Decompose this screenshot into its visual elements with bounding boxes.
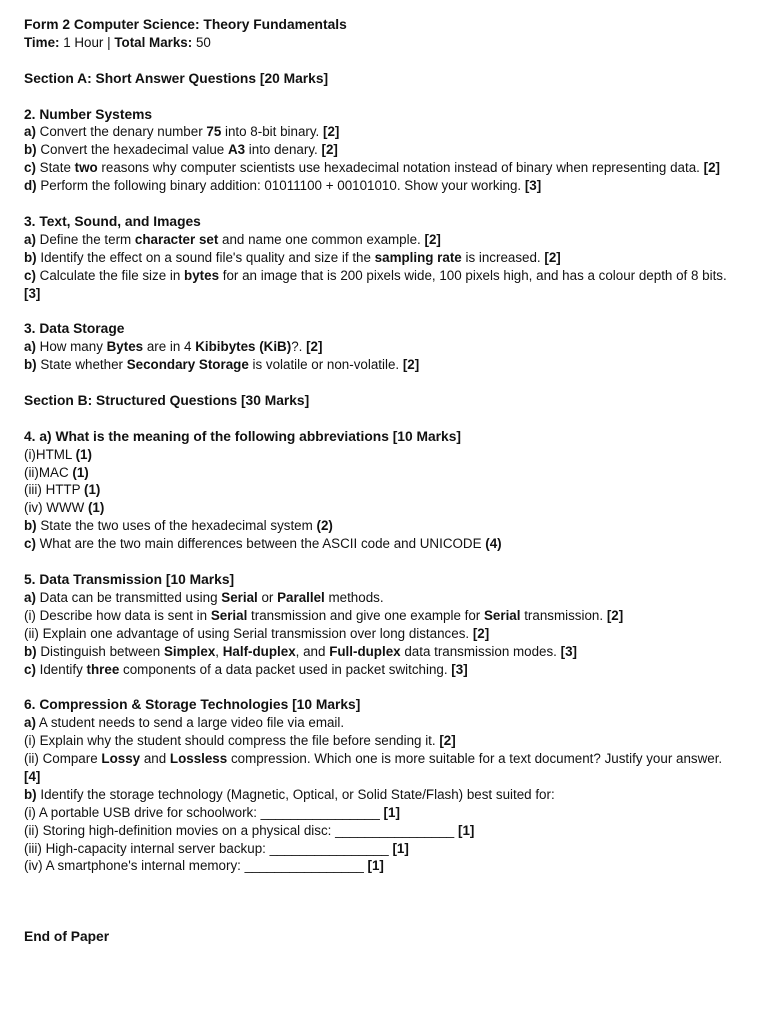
- text: is increased.: [461, 249, 545, 265]
- emphasis: Lossless: [169, 751, 228, 767]
- emphasis: character set: [134, 231, 219, 247]
- text: Identify the storage technology (Magnetic, Optical, or Solid State/Flash) best suited for:: [36, 786, 555, 802]
- part-label: c): [24, 661, 36, 677]
- text: Perform the following binary addition: 01011100 + 00101010. Show your working.: [36, 178, 525, 194]
- section-a-heading: Section A: Short Answer Questions [20 Marks]: [24, 70, 329, 86]
- q3-storage-a: [24, 338, 740, 356]
- part-label: b): [24, 518, 37, 534]
- q2-a: [24, 123, 740, 141]
- marks: [2]: [703, 160, 720, 176]
- text: What are the two main differences between the ASCII code and UNICODE: [35, 536, 486, 552]
- q6-heading: 6. Compression & Storage Technologies [10 Marks]: [24, 697, 361, 713]
- text: compression. Which one is more suitable for a text document? Justify your answer.: [227, 751, 723, 767]
- marks: [4]: [24, 768, 41, 784]
- emphasis: Kibibytes (KiB): [195, 339, 292, 355]
- text: and: [140, 751, 170, 767]
- time-value: 1 Hour |: [59, 34, 115, 50]
- q3-heading: 3. Text, Sound, and Images: [24, 213, 201, 229]
- text: Identify: [35, 661, 87, 677]
- paper-meta: [24, 34, 740, 52]
- text: (iii) High-capacity internal server backup: ________________: [24, 840, 393, 856]
- text: for an image that is 200 pixels wide, 100 pixels high, and has a colour depth of 8 bits.: [219, 267, 727, 283]
- q6-a: [24, 714, 740, 732]
- emphasis: sampling rate: [374, 249, 462, 265]
- text: (i) Describe how data is sent in: [24, 607, 211, 623]
- marks: (2): [316, 518, 333, 534]
- emphasis: 75: [206, 124, 222, 140]
- marks: (1): [84, 482, 101, 498]
- end-of-paper: End of Paper: [24, 929, 110, 945]
- text: (iii) HTTP: [24, 482, 85, 498]
- emphasis: Simplex: [163, 643, 216, 659]
- q4-i: [24, 446, 740, 464]
- text: (iv) A smartphone's internal memory: ________________: [24, 858, 368, 874]
- q4-ii: [24, 464, 740, 482]
- text: (i)HTML: [24, 446, 76, 462]
- text: Distinguish between: [36, 643, 164, 659]
- q6-b-iv: [24, 857, 740, 875]
- text: Data can be transmitted using: [35, 589, 222, 605]
- text: reasons why computer scientists use hexadecimal notation instead of binary when representing data.: [97, 160, 704, 176]
- marks: (4): [485, 536, 502, 552]
- q3-c: [24, 267, 740, 303]
- text: Convert the hexadecimal value: [36, 142, 228, 158]
- exam-paper: [24, 16, 740, 946]
- q3-storage-b: [24, 356, 740, 374]
- q4-b: [24, 517, 740, 535]
- marks: [2]: [306, 339, 323, 355]
- text: or: [257, 589, 278, 605]
- q4-iii: [24, 481, 740, 499]
- text: (i) Explain why the student should compress the file before sending it.: [24, 733, 440, 749]
- text: (iv) WWW: [24, 500, 88, 516]
- marks-label: Total Marks:: [114, 34, 193, 50]
- q2-c: [24, 159, 740, 177]
- emphasis: Lossy: [101, 751, 141, 767]
- text: How many: [35, 339, 107, 355]
- q5-i: [24, 607, 740, 625]
- marks: [2]: [402, 357, 420, 373]
- q2-heading: 2. Number Systems: [24, 106, 153, 122]
- paper-title: Form 2 Computer Science: Theory Fundamentals: [24, 17, 347, 32]
- marks: [2]: [472, 625, 490, 641]
- emphasis: two: [74, 160, 98, 176]
- q6-b-iii: [24, 840, 740, 858]
- text: Convert the denary number: [35, 124, 207, 140]
- text: ,: [215, 643, 223, 659]
- emphasis: Bytes: [106, 339, 144, 355]
- q4-iv: [24, 499, 740, 517]
- text: into denary.: [245, 142, 322, 158]
- marks: [2]: [323, 124, 340, 140]
- marks: [2]: [606, 607, 624, 623]
- text: transmission and give one example for: [247, 607, 484, 623]
- q5-heading: 5. Data Transmission [10 Marks]: [24, 571, 235, 587]
- marks: (1): [72, 464, 89, 480]
- part-label: c): [24, 160, 36, 176]
- section-b-heading: Section B: Structured Questions [30 Marks]: [24, 392, 310, 408]
- part-label: a): [24, 124, 36, 140]
- part-label: b): [24, 142, 37, 158]
- q6-ii: [24, 750, 740, 786]
- emphasis: Serial: [484, 607, 521, 623]
- q4-c: [24, 535, 740, 553]
- part-label: b): [24, 357, 37, 373]
- marks: [2]: [544, 249, 561, 265]
- part-label: c): [24, 267, 36, 283]
- part-label: c): [24, 536, 36, 552]
- marks: [2]: [321, 142, 338, 158]
- marks: [3]: [24, 285, 41, 301]
- marks: [3]: [451, 661, 468, 677]
- part-label: b): [24, 643, 37, 659]
- text: Calculate the file size in: [35, 267, 185, 283]
- q5-ii: [24, 625, 740, 643]
- q3-storage-heading: 3. Data Storage: [24, 321, 125, 337]
- text: Identify the effect on a sound file's quality and size if the: [36, 249, 375, 265]
- q6-i: [24, 732, 740, 750]
- q6-b-i: [24, 804, 740, 822]
- text: ?.: [291, 339, 307, 355]
- text: State whether: [36, 357, 127, 373]
- marks: [3]: [524, 178, 542, 194]
- marks: [1]: [367, 858, 384, 874]
- text: A student needs to send a large video file via email.: [35, 715, 345, 731]
- text: transmission.: [520, 607, 607, 623]
- q5-c: [24, 661, 740, 679]
- marks: (1): [75, 446, 92, 462]
- part-label: a): [24, 715, 36, 731]
- part-label: a): [24, 589, 36, 605]
- marks: [1]: [392, 840, 409, 856]
- q6-b-ii: [24, 822, 740, 840]
- emphasis: Full-duplex: [329, 643, 401, 659]
- marks: (1): [87, 500, 105, 516]
- part-label: a): [24, 339, 36, 355]
- emphasis: three: [86, 661, 120, 677]
- emphasis: Half-duplex: [222, 643, 296, 659]
- q3-a: [24, 231, 740, 249]
- marks: [2]: [424, 231, 441, 247]
- part-label: b): [24, 786, 37, 802]
- q3-b: [24, 249, 740, 267]
- text: State the two uses of the hexadecimal system: [36, 518, 317, 534]
- text: into 8-bit binary.: [221, 124, 323, 140]
- q6-b: [24, 786, 740, 804]
- marks: [1]: [383, 804, 400, 820]
- marks: [1]: [457, 822, 475, 838]
- emphasis: Serial: [210, 607, 248, 623]
- text: (ii) Explain one advantage of using Serial transmission over long distances.: [24, 625, 473, 641]
- text: Define the term: [35, 231, 135, 247]
- q2-b: [24, 141, 740, 159]
- emphasis: Parallel: [277, 589, 325, 605]
- text: and name one common example.: [218, 231, 425, 247]
- text: data transmission modes.: [400, 643, 561, 659]
- text: (ii)MAC: [24, 464, 73, 480]
- emphasis: Serial: [221, 589, 258, 605]
- q5-b: [24, 643, 740, 661]
- text: , and: [295, 643, 330, 659]
- text: methods.: [324, 589, 384, 605]
- part-label: d): [24, 178, 37, 194]
- q5-a: [24, 589, 740, 607]
- marks-value: 50: [192, 34, 211, 50]
- time-label: Time:: [24, 34, 60, 50]
- text: is volatile or non-volatile.: [248, 357, 403, 373]
- emphasis: bytes: [184, 267, 220, 283]
- emphasis: A3: [227, 142, 246, 158]
- emphasis: Secondary Storage: [126, 357, 249, 373]
- text: (i) A portable USB drive for schoolwork: ________________: [24, 804, 384, 820]
- text: State: [35, 160, 75, 176]
- q4-heading: 4. a) What is the meaning of the following abbreviations [10 Marks]: [24, 428, 461, 444]
- text: components of a data packet used in packet switching.: [119, 661, 452, 677]
- marks: [2]: [439, 733, 456, 749]
- part-label: a): [24, 231, 36, 247]
- text: (ii) Storing high-definition movies on a physical disc: ________________: [24, 822, 458, 838]
- part-label: b): [24, 249, 37, 265]
- text: (ii) Compare: [24, 751, 102, 767]
- text: are in 4: [143, 339, 196, 355]
- q2-d: [24, 177, 740, 195]
- marks: [3]: [560, 643, 577, 659]
